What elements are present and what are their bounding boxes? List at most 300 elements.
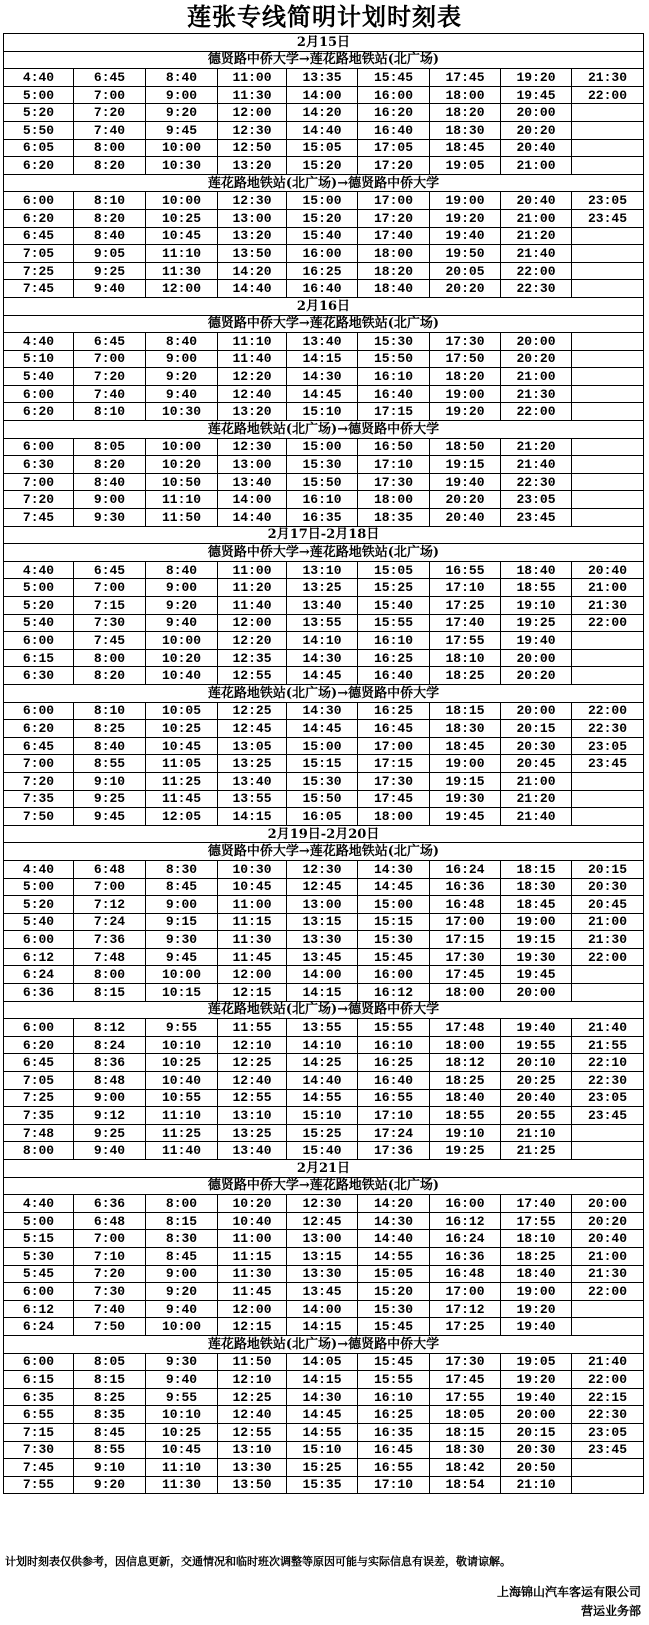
departure-time-cell: 11:45: [218, 1283, 287, 1301]
departure-time-cell: 21:55: [572, 1036, 644, 1054]
departure-time-cell: 11:10: [146, 491, 218, 509]
table-row: [4, 104, 644, 122]
departure-time-cell: 14:55: [287, 1089, 358, 1107]
departure-time-cell: 7:25: [4, 1089, 74, 1107]
direction-header-row: [4, 684, 644, 702]
departure-time-cell: 5:00: [4, 878, 74, 896]
departure-time-cell: 22:00: [572, 1283, 644, 1301]
departure-time-cell: 10:40: [218, 1212, 287, 1230]
departure-time-cell: 13:20: [218, 227, 287, 245]
departure-time-cell: 16:40: [358, 121, 430, 139]
departure-time-cell: 19:25: [430, 1142, 501, 1160]
departure-time-cell: 16:35: [287, 509, 358, 527]
departure-time-cell: 14:00: [218, 491, 287, 509]
departure-time-cell: 19:10: [501, 597, 572, 615]
departure-time-cell: 14:30: [287, 368, 358, 386]
departure-time-cell: 8:30: [146, 1230, 218, 1248]
departure-time-cell: 12:15: [218, 984, 287, 1002]
departure-time-cell: 10:30: [146, 403, 218, 421]
departure-time-cell: 9:55: [146, 1019, 218, 1037]
departure-time-cell: 13:25: [218, 755, 287, 773]
departure-time-cell: 11:10: [146, 1459, 218, 1477]
departure-time-cell: 17:55: [430, 632, 501, 650]
departure-time-cell: [572, 104, 644, 122]
departure-time-cell: 6:20: [4, 720, 74, 738]
departure-time-cell: 5:40: [4, 913, 74, 931]
page-title: 莲张专线简明计划时刻表: [187, 2, 462, 31]
departure-time-cell: 17:24: [358, 1124, 430, 1142]
direction-header-row: [4, 51, 644, 69]
departure-time-cell: 10:50: [146, 473, 218, 491]
departure-time-cell: 22:30: [572, 720, 644, 738]
departure-time-cell: 4:40: [4, 333, 74, 351]
departure-time-cell: 5:00: [4, 1212, 74, 1230]
departure-time-cell: 8:40: [74, 227, 146, 245]
departure-time-cell: 20:20: [501, 121, 572, 139]
departure-time-cell: 17:40: [501, 1195, 572, 1213]
departure-time-cell: 20:30: [501, 737, 572, 755]
departure-time-cell: 8:15: [74, 984, 146, 1002]
table-row: [4, 1371, 644, 1389]
table-row: [4, 1089, 644, 1107]
departure-time-cell: 6:55: [4, 1406, 74, 1424]
departure-time-cell: 22:30: [501, 473, 572, 491]
departure-time-cell: 9:40: [74, 280, 146, 298]
departure-time-cell: 12:55: [218, 1423, 287, 1441]
departure-time-cell: 13:25: [287, 579, 358, 597]
departure-time-cell: 13:00: [218, 456, 287, 474]
departure-time-cell: 20:40: [572, 561, 644, 579]
departure-time-cell: 10:45: [146, 227, 218, 245]
departure-time-cell: 21:20: [501, 227, 572, 245]
departure-time-cell: 15:40: [287, 227, 358, 245]
departure-time-cell: 7:00: [4, 755, 74, 773]
departure-time-cell: 8:15: [74, 1371, 146, 1389]
departure-time-cell: 18:25: [430, 1072, 501, 1090]
departure-time-cell: 18:40: [358, 280, 430, 298]
departure-time-cell: 21:30: [572, 1265, 644, 1283]
direction-header: 莲花路地铁站(北广场)→德贤路中侨大学: [4, 1335, 644, 1353]
departure-time-cell: 9:40: [74, 1142, 146, 1160]
departure-time-cell: [572, 772, 644, 790]
departure-time-cell: 20:20: [501, 350, 572, 368]
departure-time-cell: [572, 649, 644, 667]
departure-time-cell: 12:40: [218, 385, 287, 403]
departure-time-cell: 14:55: [287, 1423, 358, 1441]
departure-time-cell: 19:15: [501, 931, 572, 949]
table-row: [4, 1019, 644, 1037]
departure-time-cell: 17:15: [358, 755, 430, 773]
departure-time-cell: 18:10: [501, 1230, 572, 1248]
departure-time-cell: 20:25: [501, 1072, 572, 1090]
departure-time-cell: 11:10: [146, 1107, 218, 1125]
departure-time-cell: 20:40: [501, 1089, 572, 1107]
departure-time-cell: 16:45: [358, 1441, 430, 1459]
direction-header: 德贤路中侨大学→莲花路地铁站(北广场): [4, 51, 644, 69]
departure-time-cell: 20:30: [501, 1441, 572, 1459]
departure-time-cell: 18:20: [430, 104, 501, 122]
departure-time-cell: 10:45: [146, 1441, 218, 1459]
departure-time-cell: 21:00: [572, 579, 644, 597]
departure-time-cell: 8:20: [74, 157, 146, 175]
departure-time-cell: 7:30: [4, 1441, 74, 1459]
departure-time-cell: 19:40: [501, 632, 572, 650]
departure-time-cell: 12:55: [218, 1089, 287, 1107]
departure-time-cell: 18:45: [430, 737, 501, 755]
table-row: [4, 913, 644, 931]
departure-time-cell: 7:40: [74, 121, 146, 139]
departure-time-cell: 18:40: [501, 1265, 572, 1283]
departure-time-cell: 11:00: [218, 561, 287, 579]
departure-time-cell: 21:40: [572, 1019, 644, 1037]
table-row: [4, 1423, 644, 1441]
departure-time-cell: 16:00: [287, 245, 358, 263]
departure-time-cell: 20:15: [501, 720, 572, 738]
departure-time-cell: 14:40: [358, 1230, 430, 1248]
direction-header-row: [4, 315, 644, 333]
departure-time-cell: 13:30: [287, 1265, 358, 1283]
departure-time-cell: 4:40: [4, 561, 74, 579]
departure-time-cell: 18:55: [430, 1107, 501, 1125]
departure-time-cell: 5:20: [4, 104, 74, 122]
departure-time-cell: 6:20: [4, 209, 74, 227]
departure-time-cell: 11:40: [146, 1142, 218, 1160]
departure-time-cell: 8:20: [74, 209, 146, 227]
departure-time-cell: 15:20: [358, 1283, 430, 1301]
direction-header-row: [4, 544, 644, 562]
departure-time-cell: 6:48: [74, 860, 146, 878]
departure-time-cell: 16:40: [358, 385, 430, 403]
departure-time-cell: 16:36: [430, 878, 501, 896]
departure-time-cell: 15:50: [287, 790, 358, 808]
departure-time-cell: 13:20: [218, 157, 287, 175]
departure-time-cell: 13:30: [287, 931, 358, 949]
departure-time-cell: 10:20: [146, 649, 218, 667]
table-row: [4, 1142, 644, 1160]
departure-time-cell: 17:15: [430, 931, 501, 949]
departure-time-cell: 18:55: [501, 579, 572, 597]
departure-time-cell: [572, 509, 644, 527]
departure-time-cell: 10:00: [146, 966, 218, 984]
departure-time-cell: [572, 1318, 644, 1336]
departure-time-cell: 16:00: [430, 1195, 501, 1213]
departure-time-cell: [572, 632, 644, 650]
departure-time-cell: 7:20: [74, 104, 146, 122]
departure-time-cell: 19:45: [501, 86, 572, 104]
departure-time-cell: 11:30: [146, 1476, 218, 1494]
departure-time-cell: 8:10: [74, 403, 146, 421]
company-name: 上海锦山汽车客运有限公司: [496, 1585, 641, 1599]
departure-time-cell: 19:25: [501, 614, 572, 632]
departure-time-cell: 6:00: [4, 385, 74, 403]
table-row: [4, 227, 644, 245]
departure-time-cell: 18:30: [430, 1441, 501, 1459]
departure-time-cell: 11:40: [218, 597, 287, 615]
departure-time-cell: 20:15: [501, 1423, 572, 1441]
date-header: 2月19日-2月20日: [4, 825, 644, 843]
departure-time-cell: 7:20: [74, 1265, 146, 1283]
departure-time-cell: 7:05: [4, 1072, 74, 1090]
departure-time-cell: 7:00: [74, 1230, 146, 1248]
table-row: [4, 649, 644, 667]
departure-time-cell: 20:00: [501, 333, 572, 351]
departure-time-cell: 10:25: [146, 1054, 218, 1072]
departure-time-cell: 19:50: [430, 245, 501, 263]
table-row: [4, 1300, 644, 1318]
table-row: [4, 1054, 644, 1072]
table-row: [4, 720, 644, 738]
departure-time-cell: 18:15: [501, 860, 572, 878]
departure-time-cell: 6:24: [4, 966, 74, 984]
departure-time-cell: 10:45: [218, 878, 287, 896]
departure-time-cell: 7:05: [4, 245, 74, 263]
departure-time-cell: 21:00: [572, 1247, 644, 1265]
table-row: [4, 790, 644, 808]
departure-time-cell: 18:20: [358, 262, 430, 280]
departure-time-cell: 6:45: [74, 561, 146, 579]
departure-time-cell: 10:40: [146, 1072, 218, 1090]
departure-time-cell: 7:48: [4, 1124, 74, 1142]
departure-time-cell: 12:25: [218, 1388, 287, 1406]
departure-time-cell: 22:00: [572, 1371, 644, 1389]
departure-time-cell: [572, 667, 644, 685]
departure-time-cell: 16:50: [358, 438, 430, 456]
table-row: [4, 1353, 644, 1371]
departure-time-cell: 11:40: [218, 350, 287, 368]
departure-time-cell: 11:15: [218, 1247, 287, 1265]
direction-header-row: [4, 843, 644, 861]
direction-header: 德贤路中侨大学→莲花路地铁站(北广场): [4, 315, 644, 333]
departure-time-cell: 19:40: [501, 1318, 572, 1336]
departure-time-cell: 16:48: [430, 896, 501, 914]
table-row: [4, 808, 644, 826]
departure-time-cell: 13:00: [287, 896, 358, 914]
departure-time-cell: 10:55: [146, 1089, 218, 1107]
departure-time-cell: 8:45: [146, 878, 218, 896]
table-row: [4, 667, 644, 685]
departure-time-cell: [572, 491, 644, 509]
departure-time-cell: 19:40: [430, 227, 501, 245]
departure-time-cell: 14:00: [287, 966, 358, 984]
departure-time-cell: 8:40: [74, 473, 146, 491]
departure-time-cell: 5:15: [4, 1230, 74, 1248]
departure-time-cell: 9:45: [146, 121, 218, 139]
direction-header: 德贤路中侨大学→莲花路地铁站(北广场): [4, 1177, 644, 1195]
departure-time-cell: 17:40: [358, 227, 430, 245]
table-row: [4, 157, 644, 175]
departure-time-cell: 22:30: [572, 1072, 644, 1090]
departure-time-cell: 11:30: [146, 262, 218, 280]
departure-time-cell: 7:40: [74, 1300, 146, 1318]
departure-time-cell: 9:55: [146, 1388, 218, 1406]
departure-time-cell: 16:55: [430, 561, 501, 579]
table-row: [4, 456, 644, 474]
departure-time-cell: 19:45: [430, 808, 501, 826]
departure-time-cell: 20:05: [430, 262, 501, 280]
departure-time-cell: 13:10: [287, 561, 358, 579]
departure-time-cell: 18:00: [430, 86, 501, 104]
direction-header-row: [4, 174, 644, 192]
departure-time-cell: 7:35: [4, 1107, 74, 1125]
departure-time-cell: 14:10: [287, 1036, 358, 1054]
departure-time-cell: 15:25: [287, 1459, 358, 1477]
departure-time-cell: 14:05: [287, 1353, 358, 1371]
departure-time-cell: 17:45: [430, 966, 501, 984]
departure-time-cell: 16:24: [430, 1230, 501, 1248]
departure-time-cell: 19:10: [430, 1124, 501, 1142]
departure-time-cell: 10:05: [146, 702, 218, 720]
departure-time-cell: 10:15: [146, 984, 218, 1002]
departure-time-cell: 17:05: [358, 139, 430, 157]
departure-time-cell: 9:20: [146, 597, 218, 615]
departure-time-cell: 8:12: [74, 1019, 146, 1037]
departure-time-cell: 16:10: [287, 491, 358, 509]
table-row: [4, 385, 644, 403]
departure-time-cell: 16:35: [358, 1423, 430, 1441]
departure-time-cell: 20:45: [501, 755, 572, 773]
departure-time-cell: 7:40: [74, 385, 146, 403]
departure-time-cell: 23:05: [572, 192, 644, 210]
departure-time-cell: 21:40: [501, 456, 572, 474]
departure-time-cell: 21:00: [572, 913, 644, 931]
departure-time-cell: 20:00: [501, 984, 572, 1002]
departure-time-cell: [572, 280, 644, 298]
direction-header: 莲花路地铁站(北广场)→德贤路中侨大学: [4, 1001, 644, 1019]
departure-time-cell: 20:40: [501, 139, 572, 157]
departure-time-cell: 18:12: [430, 1054, 501, 1072]
departure-time-cell: 21:00: [501, 209, 572, 227]
departure-time-cell: 18:54: [430, 1476, 501, 1494]
table-row: [4, 1107, 644, 1125]
departure-time-cell: 16:10: [358, 1036, 430, 1054]
departure-time-cell: 14:45: [287, 667, 358, 685]
departure-time-cell: 17:10: [430, 579, 501, 597]
table-row: [4, 438, 644, 456]
departure-time-cell: 11:45: [218, 948, 287, 966]
departure-time-cell: 15:25: [287, 1124, 358, 1142]
departure-time-cell: 14:15: [287, 1318, 358, 1336]
departure-time-cell: 12:45: [218, 720, 287, 738]
departure-time-cell: 12:25: [218, 1054, 287, 1072]
departure-time-cell: 19:45: [501, 966, 572, 984]
departure-time-cell: 17:00: [358, 737, 430, 755]
departure-time-cell: 16:10: [358, 368, 430, 386]
departure-time-cell: 10:00: [146, 1318, 218, 1336]
departure-time-cell: 6:00: [4, 632, 74, 650]
departure-time-cell: 11:30: [218, 1265, 287, 1283]
departure-time-cell: 18:10: [430, 649, 501, 667]
departure-time-cell: 9:12: [74, 1107, 146, 1125]
table-row: [4, 878, 644, 896]
departure-time-cell: 16:40: [287, 280, 358, 298]
departure-time-cell: 22:15: [572, 1388, 644, 1406]
departure-time-cell: 20:20: [501, 667, 572, 685]
direction-header: 莲花路地铁站(北广场)→德贤路中侨大学: [4, 174, 644, 192]
departure-time-cell: 13:50: [218, 1476, 287, 1494]
departure-time-cell: 16:40: [358, 1072, 430, 1090]
departure-time-cell: 12:45: [287, 1212, 358, 1230]
departure-time-cell: 5:20: [4, 597, 74, 615]
departure-time-cell: 9:40: [146, 1371, 218, 1389]
departure-time-cell: 8:35: [74, 1406, 146, 1424]
departure-time-cell: 9:20: [74, 1476, 146, 1494]
departure-time-cell: 13:55: [218, 790, 287, 808]
departure-time-cell: 6:15: [4, 1371, 74, 1389]
departure-time-cell: 19:20: [430, 209, 501, 227]
departure-time-cell: [572, 121, 644, 139]
departure-time-cell: 7:20: [4, 491, 74, 509]
departure-time-cell: 13:40: [218, 772, 287, 790]
departure-time-cell: 12:10: [218, 1036, 287, 1054]
departure-time-cell: 16:25: [358, 1406, 430, 1424]
departure-time-cell: 17:55: [501, 1212, 572, 1230]
departure-time-cell: 17:10: [358, 456, 430, 474]
departure-time-cell: 9:25: [74, 790, 146, 808]
departure-time-cell: 12:30: [287, 860, 358, 878]
departure-time-cell: 12:55: [218, 667, 287, 685]
departure-time-cell: 16:10: [358, 632, 430, 650]
departure-time-cell: 16:55: [358, 1089, 430, 1107]
departure-time-cell: 23:45: [572, 1107, 644, 1125]
departure-time-cell: 9:10: [74, 772, 146, 790]
departure-time-cell: 15:05: [358, 1265, 430, 1283]
table-row: [4, 597, 644, 615]
departure-time-cell: 17:10: [358, 1476, 430, 1494]
table-row: [4, 69, 644, 87]
departure-time-cell: 16:05: [287, 808, 358, 826]
departure-time-cell: 23:05: [501, 491, 572, 509]
departure-time-cell: 14:00: [287, 86, 358, 104]
departure-time-cell: 9:05: [74, 245, 146, 263]
departure-time-cell: 19:00: [501, 913, 572, 931]
departure-time-cell: 14:15: [287, 984, 358, 1002]
direction-header: 莲花路地铁站(北广场)→德贤路中侨大学: [4, 421, 644, 439]
departure-time-cell: 9:00: [146, 350, 218, 368]
departure-time-cell: 20:00: [572, 1195, 644, 1213]
departure-time-cell: 9:20: [146, 104, 218, 122]
departure-time-cell: 14:55: [358, 1247, 430, 1265]
departure-time-cell: 5:20: [4, 896, 74, 914]
department-name: 营运业务部: [580, 1604, 641, 1618]
departure-time-cell: 12:00: [218, 614, 287, 632]
departure-time-cell: 11:30: [218, 86, 287, 104]
departure-time-cell: 20:00: [501, 649, 572, 667]
departure-time-cell: 9:45: [74, 808, 146, 826]
departure-time-cell: 11:10: [218, 333, 287, 351]
departure-time-cell: 12:45: [287, 878, 358, 896]
departure-time-cell: 21:40: [501, 245, 572, 263]
departure-time-cell: 11:50: [146, 509, 218, 527]
departure-time-cell: 15:20: [287, 209, 358, 227]
departure-time-cell: 22:30: [501, 280, 572, 298]
table-row: [4, 262, 644, 280]
direction-header-row: [4, 1001, 644, 1019]
departure-time-cell: 15:30: [287, 456, 358, 474]
departure-time-cell: 15:55: [358, 1371, 430, 1389]
departure-time-cell: 10:00: [146, 438, 218, 456]
date-header-row: [4, 297, 644, 315]
table-row: [4, 1230, 644, 1248]
departure-time-cell: 6:15: [4, 649, 74, 667]
departure-time-cell: 12:50: [218, 139, 287, 157]
departure-time-cell: 8:15: [146, 1212, 218, 1230]
departure-time-cell: 19:00: [430, 385, 501, 403]
departure-time-cell: 12:25: [218, 702, 287, 720]
departure-time-cell: 19:20: [501, 69, 572, 87]
departure-time-cell: 21:00: [501, 772, 572, 790]
departure-time-cell: 20:50: [501, 1459, 572, 1477]
departure-time-cell: 21:30: [572, 69, 644, 87]
